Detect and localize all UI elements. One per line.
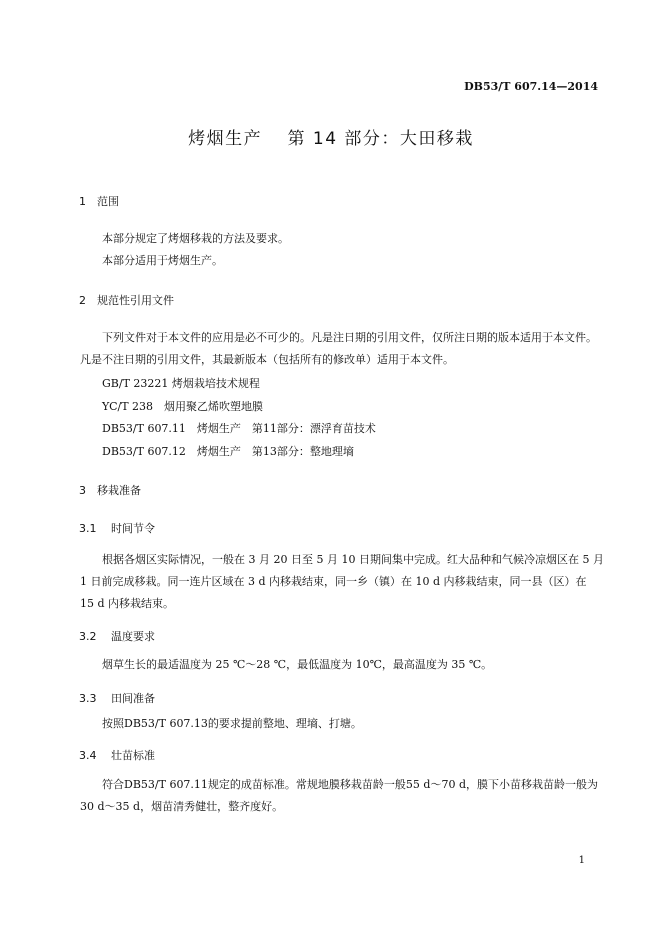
subsection-3-2-heading xyxy=(79,628,155,644)
subsection-3-2-text: 烟草生长的最适温度为 25 ℃～28 ℃，最低温度为 10℃，最高温度为 35 ℃。 xyxy=(102,658,493,671)
section-number: 1 xyxy=(79,195,86,208)
subsection-3-3-text: 按照DB53/T 607.13的要求提前整地、理墒、打塘。 xyxy=(102,717,362,730)
reference-item: DB53/T 607.11 烤烟生产 第11部分：漂浮育苗技术 xyxy=(102,422,376,435)
page-number: 1 xyxy=(578,855,585,866)
subsection-3-1-heading xyxy=(79,520,155,536)
reference-item: YC/T 238 烟用聚乙烯吹塑地膜 xyxy=(102,400,264,413)
subsection-title: 田间准备 xyxy=(111,692,155,705)
section-1-paragraph: 本部分适用于烤烟生产。 xyxy=(102,254,223,267)
subsection-number: 3.2 xyxy=(79,630,97,643)
subsection-number: 3.4 xyxy=(79,749,97,762)
section-title: 规范性引用文件 xyxy=(97,294,174,307)
subsection-title: 温度要求 xyxy=(111,630,155,643)
subsection-3-3-heading xyxy=(79,690,155,706)
reference-item: DB53/T 607.12 烤烟生产 第13部分：整地理墒 xyxy=(102,445,354,458)
subsection-3-4-heading xyxy=(79,747,155,763)
section-3-heading xyxy=(79,482,141,498)
subsection-number: 3.1 xyxy=(79,522,97,535)
reference-item: GB/T 23221 烤烟栽培技术规程 xyxy=(102,377,260,390)
subsection-title: 壮苗标准 xyxy=(111,749,155,762)
section-title: 移栽准备 xyxy=(97,484,141,497)
document-title: 烤烟生产 第 14 部分：大田移栽 xyxy=(188,129,474,149)
section-1-heading xyxy=(79,193,119,209)
section-title: 范围 xyxy=(97,195,119,208)
standard-code: DB53/T 607.14—2014 xyxy=(464,80,598,93)
section-2-intro: 下列文件对于本文件的应用是必不可少的。凡是注日期的引用文件，仅所注日期的版本适用于本文件。凡是不注日期的引用文件，其最新版本（包括所有的修改单）适用于本文件。 xyxy=(80,331,597,366)
subsection-title: 时间节令 xyxy=(111,522,155,535)
section-2-heading xyxy=(79,292,174,308)
subsection-3-1-text: 根据各烟区实际情况，一般在 3 月 20 日至 5 月 10 日期间集中完成。红大品种和气候冷凉烟区在 5 月 1 日前完成移栽。同一连片区域在 3 d 内移栽结束，同一乡（镇）在 10 d 内移栽结束，同一县（区）在 15 d 内移栽结束。 xyxy=(80,553,604,610)
subsection-3-4-text: 符合DB53/T 607.11规定的成苗标准。常规地膜移栽苗龄一般55 d～70 d，膜下小苗移栽苗龄一般为30 d～35 d，烟苗清秀健壮，整齐度好。 xyxy=(80,778,598,813)
section-1-paragraph: 本部分规定了烤烟移栽的方法及要求。 xyxy=(102,232,289,245)
section-number: 3 xyxy=(79,484,86,497)
section-number: 2 xyxy=(79,294,86,307)
subsection-number: 3.3 xyxy=(79,692,97,705)
